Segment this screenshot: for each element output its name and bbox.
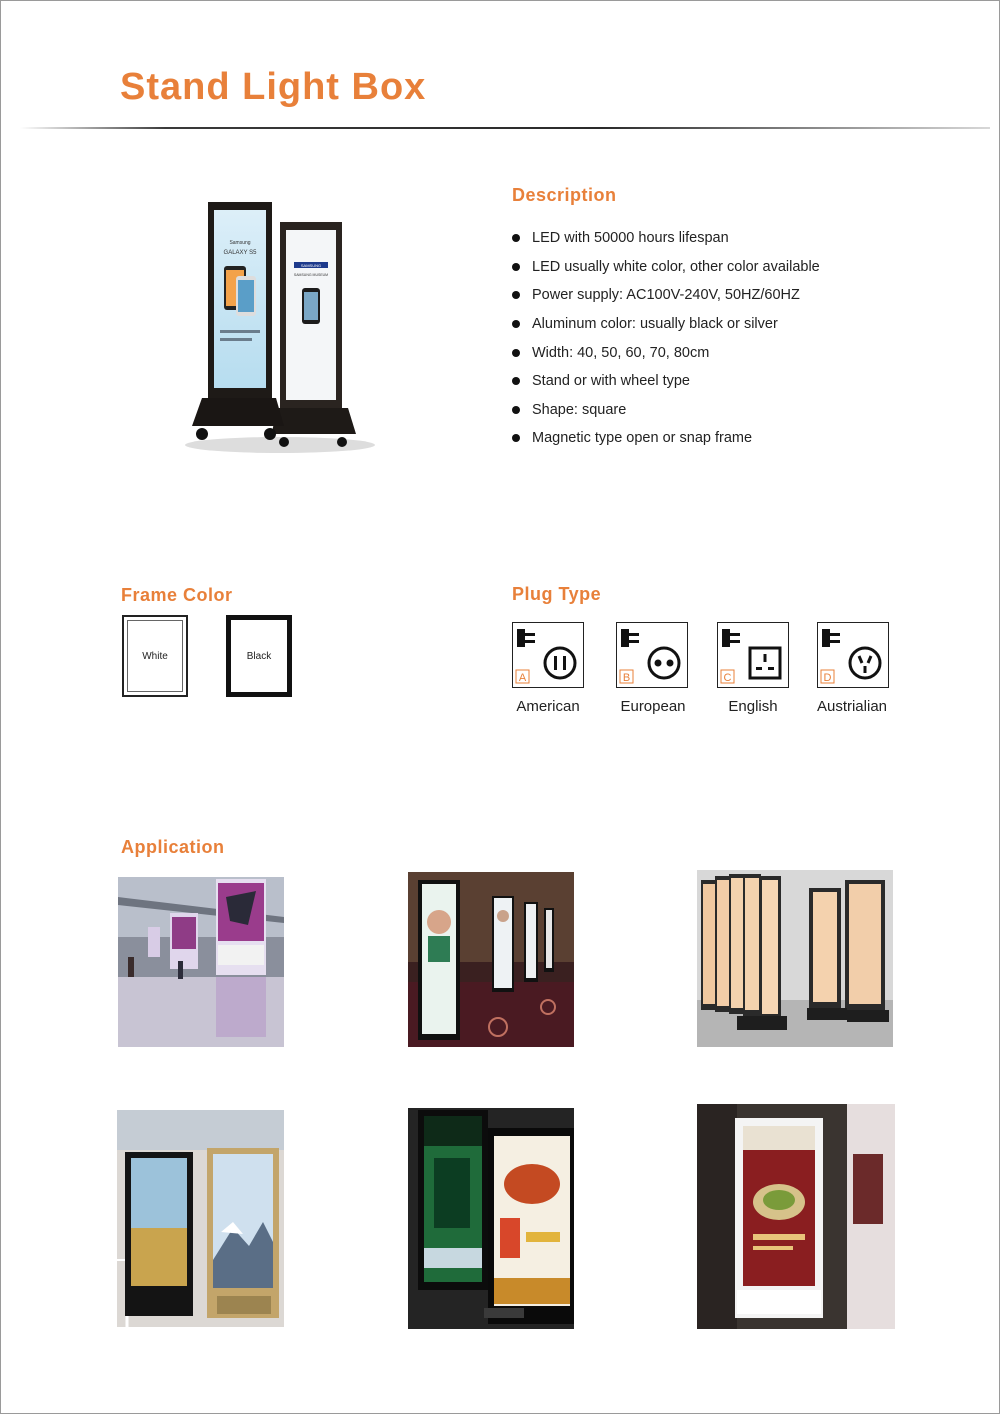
product-image (180, 190, 380, 460)
description-item: Shape: square (512, 396, 820, 425)
left-panel-model: GALAXY S5 (223, 250, 257, 256)
svg-text:D: D (823, 672, 832, 684)
page-title: Stand Light Box (120, 66, 427, 108)
description-item: Stand or with wheel type (512, 367, 820, 396)
svg-text:C: C (723, 672, 732, 684)
bullet-icon (512, 234, 520, 242)
right-panel-caption: SAMSUNG MUSEUM (293, 273, 329, 277)
bullet-icon (512, 263, 520, 271)
bullet-icon (512, 349, 520, 357)
plug-american-icon (512, 622, 584, 688)
right-panel-logo: SAMSUNG (300, 263, 322, 268)
plug-label-australian: Austrialian (816, 698, 888, 715)
application-heading: Application (121, 837, 225, 857)
description-item: LED with 50000 hours lifespan (512, 224, 820, 253)
plug-label-american: American (516, 698, 580, 715)
bullet-icon (512, 291, 520, 299)
application-photo-lobby (117, 1110, 284, 1327)
description-list (512, 224, 820, 453)
left-panel-brand: Samsung (229, 240, 251, 246)
plug-label-english: English (728, 698, 778, 715)
plug-label-european: European (620, 698, 686, 715)
bullet-icon (512, 434, 520, 442)
application-photo-restaurant (697, 1104, 895, 1329)
description-item: Aluminum color: usually black or silver (512, 310, 820, 339)
bullet-icon (512, 377, 520, 385)
description-item: Magnetic type open or snap frame (512, 424, 820, 453)
title-divider (20, 127, 990, 129)
application-photo-hallway (408, 872, 574, 1047)
frame-color-heading: Frame Color (121, 585, 233, 605)
application-photo-airport (118, 877, 284, 1047)
svg-text:A: A (518, 672, 527, 684)
frame-swatch-black: Black (226, 615, 292, 697)
description-heading: Description (512, 185, 617, 205)
plug-european-icon (616, 622, 688, 688)
bullet-icon (512, 406, 520, 414)
application-photo-unlit-boxes (697, 870, 893, 1047)
frame-swatch-white: White (122, 615, 188, 697)
plug-english-icon (717, 622, 789, 688)
bullet-icon (512, 320, 520, 328)
description-item: LED usually white color, other color available (512, 253, 820, 282)
plug-type-heading: Plug Type (512, 584, 602, 604)
svg-text:B: B (622, 672, 631, 684)
plug-australian-icon (817, 622, 889, 688)
description-item: Power supply: AC100V-240V, 50HZ/60HZ (512, 281, 820, 310)
description-item: Width: 40, 50, 60, 70, 80cm (512, 338, 820, 367)
application-photo-heineken (408, 1108, 574, 1329)
